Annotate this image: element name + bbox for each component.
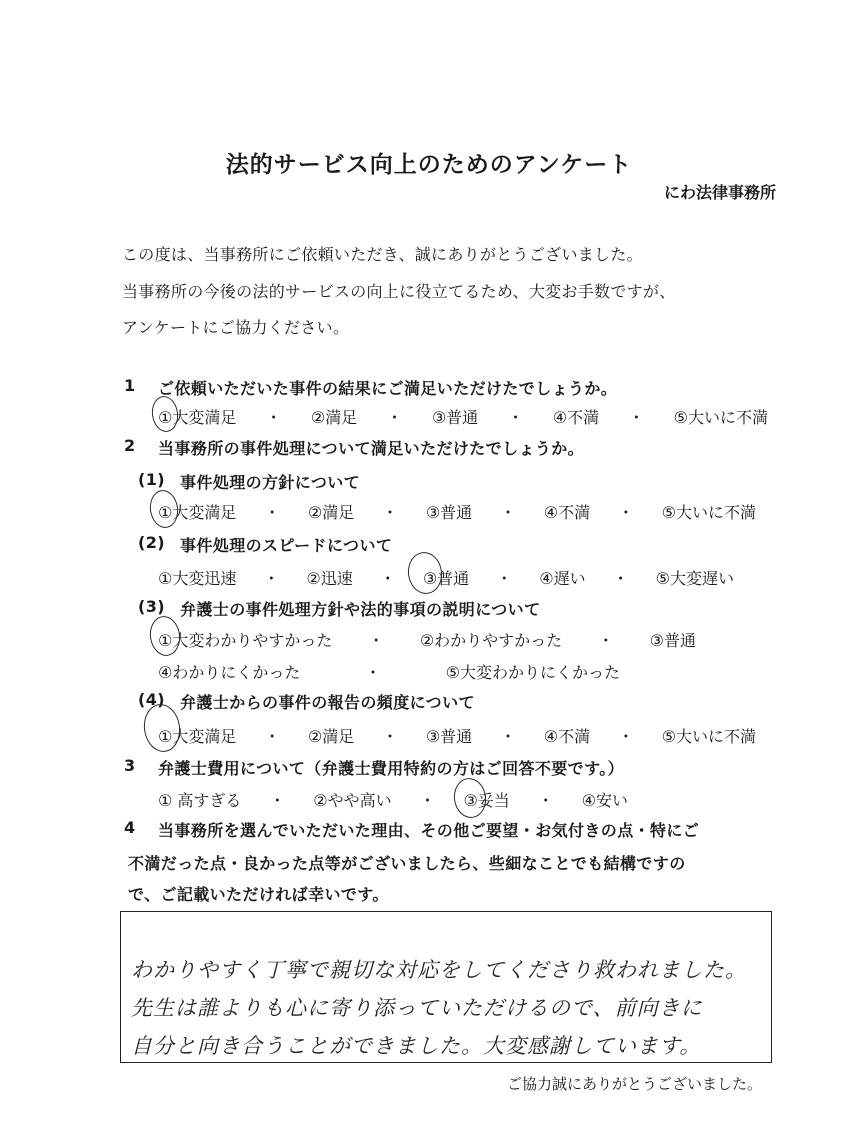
separator-dot: ・ xyxy=(499,503,516,522)
q3-option-2[interactable]: ②やや高い xyxy=(313,791,392,810)
intro-line-1: この度は、当事務所にご依頼いただき、誠にありがとうございました。 xyxy=(122,245,643,264)
q2-s4-label: (4) xyxy=(138,690,165,709)
organization-name: にわ法律事務所 xyxy=(663,183,776,202)
closing-message: ご協力誠にありがとうございました。 xyxy=(506,1075,762,1093)
q2-s3-option-5[interactable]: ⑤大変わかりにくかった xyxy=(445,663,620,682)
q2-s4-option-3[interactable]: ③普通 xyxy=(425,727,473,746)
q2-s1-option-4[interactable]: ④不満 xyxy=(543,503,591,522)
q1-option-3[interactable]: ③普通 xyxy=(431,408,479,427)
q4-number: 4 xyxy=(124,818,136,837)
q2-s4-options xyxy=(158,724,756,747)
separator-dot: ・ xyxy=(382,503,399,522)
q3-question: 弁護士費用について（弁護士費用特約の方はご回答不要です。） xyxy=(158,759,625,778)
separator-dot: ・ xyxy=(507,408,524,427)
q2-s2-selection-circle xyxy=(405,550,445,596)
q4-question-line-3: で、ご記載いただければ幸いです。 xyxy=(128,885,389,904)
separator-dot: ・ xyxy=(612,569,629,588)
q2-s2-option-5[interactable]: ⑤大変遅い xyxy=(655,569,734,588)
q2-s2-option-2[interactable]: ②迅速 xyxy=(306,569,353,588)
comment-line-1: わかりやすく丁寧で親切な対応をしてくださり救われました。 xyxy=(131,958,747,982)
q2-s3-options-row1 xyxy=(158,628,696,651)
q2-s3-option-2[interactable]: ②わかりやすかった xyxy=(419,631,563,650)
separator-dot: ・ xyxy=(496,569,513,588)
q2-s2-options xyxy=(158,566,734,589)
q2-s2-option-3[interactable]: ③普通 xyxy=(422,569,470,588)
q2-s1-question: 事件処理の方針について xyxy=(180,473,361,492)
q1-number: 1 xyxy=(124,376,136,395)
q3-selection-circle xyxy=(451,776,488,820)
q3-option-4[interactable]: ④安い xyxy=(581,791,628,810)
intro-line-3: アンケートにご協力ください。 xyxy=(122,318,350,337)
separator-dot: ・ xyxy=(597,631,614,650)
q2-s4-question: 弁護士からの事件の報告の頻度について xyxy=(180,693,475,712)
q2-s1-options xyxy=(158,500,756,523)
separator-dot: ・ xyxy=(419,791,436,810)
separator-dot: ・ xyxy=(368,631,385,650)
intro-line-2: 当事務所の今後の法的サービスの向上に役立てるため、大変お手数ですが、 xyxy=(122,282,676,301)
q2-s1-option-1[interactable]: ①大変満足 xyxy=(158,503,237,522)
q2-s1-option-5[interactable]: ⑤大いに不満 xyxy=(661,503,756,522)
survey-title: 法的サービス向上のためのアンケート xyxy=(225,152,633,178)
q1-option-2[interactable]: ②満足 xyxy=(310,408,358,427)
separator-dot: ・ xyxy=(499,727,516,746)
q1-question: ご依頼いただいた事件の結果にご満足いただけたでしょうか。 xyxy=(158,379,618,398)
q2-s4-option-2[interactable]: ②満足 xyxy=(307,727,355,746)
q2-s2-label: (2) xyxy=(138,533,165,552)
q2-s3-option-1[interactable]: ①大変わかりやすかった xyxy=(158,631,333,650)
q1-option-5[interactable]: ⑤大いに不満 xyxy=(673,408,768,427)
q2-s1-option-3[interactable]: ③普通 xyxy=(425,503,473,522)
q1-options xyxy=(158,405,768,428)
comment-line-2: 先生は誰よりも心に寄り添っていただけるので、前向きに xyxy=(131,996,703,1020)
separator-dot: ・ xyxy=(269,791,286,810)
separator-dot: ・ xyxy=(379,569,396,588)
q2-s3-selection-circle xyxy=(147,614,182,658)
q4-question-line-2: 不満だった点・良かった点等がございましたら、些細なことでも結構ですの xyxy=(128,854,686,873)
q3-number: 3 xyxy=(124,756,136,775)
q2-s1-label: (1) xyxy=(138,470,165,489)
q2-s3-question: 弁護士の事件処理方針や法的事項の説明について xyxy=(180,600,541,619)
separator-dot: ・ xyxy=(386,408,403,427)
q2-s4-option-4[interactable]: ④不満 xyxy=(543,727,591,746)
comment-box[interactable] xyxy=(120,911,772,1063)
q2-s3-label: (3) xyxy=(138,597,165,616)
separator-dot: ・ xyxy=(264,727,281,746)
q2-s3-option-3[interactable]: ③普通 xyxy=(649,631,696,650)
separator-dot: ・ xyxy=(364,663,381,682)
q2-s1-option-2[interactable]: ②満足 xyxy=(307,503,355,522)
q2-s1-selection-circle xyxy=(147,488,180,530)
q2-s2-option-4[interactable]: ④遅い xyxy=(539,569,586,588)
separator-dot: ・ xyxy=(265,408,282,427)
q2-question: 当事務所の事件処理について満足いただけたでしょうか。 xyxy=(158,439,585,458)
q3-option-1[interactable]: ① 高すぎる xyxy=(158,791,242,810)
q2-s3-options-row2 xyxy=(158,660,620,683)
q2-s4-option-1[interactable]: ①大変満足 xyxy=(158,727,237,746)
q2-number: 2 xyxy=(124,436,136,455)
q4-question-line-1: 当事務所を選んでいただいた理由、その他ご要望・お気付きの点・特にご xyxy=(158,821,700,840)
separator-dot: ・ xyxy=(628,408,645,427)
q3-options xyxy=(158,788,628,811)
q2-s3-option-4[interactable]: ④わかりにくかった xyxy=(158,663,301,682)
separator-dot: ・ xyxy=(382,727,399,746)
separator-dot: ・ xyxy=(537,791,554,810)
q2-s4-option-5[interactable]: ⑤大いに不満 xyxy=(661,727,756,746)
separator-dot: ・ xyxy=(264,503,281,522)
q2-s2-question: 事件処理のスピードについて xyxy=(180,536,393,555)
q3-option-3[interactable]: ③妥当 xyxy=(463,791,510,810)
separator-dot: ・ xyxy=(617,727,634,746)
comment-line-3: 自分と向き合うことができました。大変感謝しています。 xyxy=(131,1034,702,1058)
q1-option-4[interactable]: ④不満 xyxy=(552,408,600,427)
q1-option-1[interactable]: ①大変満足 xyxy=(158,408,237,427)
separator-dot: ・ xyxy=(263,569,280,588)
separator-dot: ・ xyxy=(617,503,634,522)
q2-s2-option-1[interactable]: ①大変迅速 xyxy=(158,569,237,588)
